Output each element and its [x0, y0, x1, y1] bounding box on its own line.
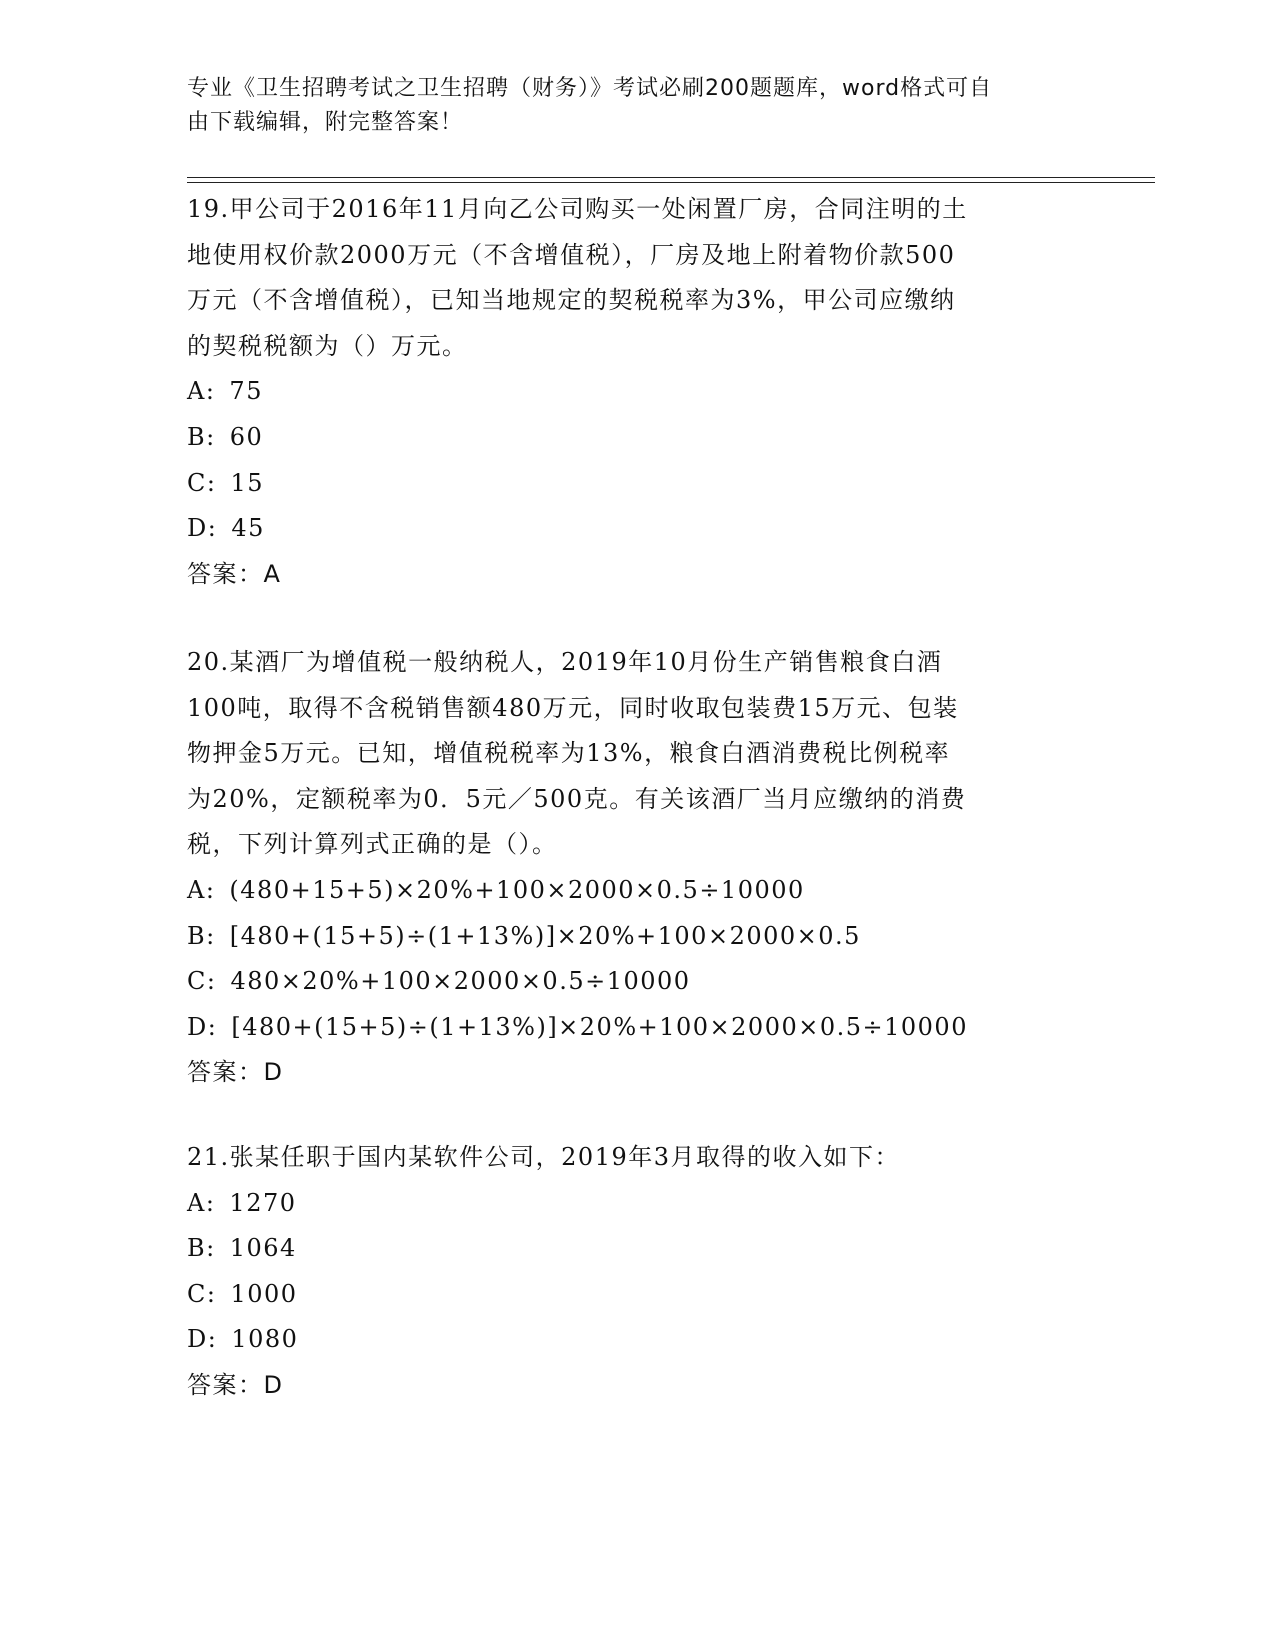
- option-b: [187, 914, 1087, 960]
- option-text: (480+15+5)×20%+100×2000×0.5÷10000: [229, 875, 805, 904]
- option-a: [187, 868, 1087, 914]
- option-label: A:: [187, 377, 216, 406]
- question-text-line: 物押金5万元。已知，增值税税率为13%，粮食白酒消费税比例税率: [187, 739, 951, 768]
- option-text: 60: [229, 422, 264, 451]
- question-21: [187, 1135, 1087, 1409]
- question-text-line: 地使用权价款2000万元（不含增值税），厂房及地上附着物价款500: [187, 240, 956, 269]
- option-d: [187, 1005, 1087, 1051]
- option-label: A:: [187, 1188, 216, 1217]
- question-text-line: 税，下列计算列式正确的是（）。: [187, 830, 558, 859]
- option-label: C:: [187, 468, 217, 497]
- question-text-line: 万元（不含增值税），已知当地规定的契税税率为3%，甲公司应缴纳: [187, 286, 956, 315]
- option-c: [187, 1272, 1087, 1318]
- question-text-line: 为20%，定额税率为0．5元／500克。有关该酒厂当月应缴纳的消费: [187, 784, 967, 813]
- option-text: 1080: [231, 1325, 299, 1354]
- question-text-line: 的契税税额为（）万元。: [187, 331, 468, 360]
- answer-line: 答案：D: [187, 1370, 284, 1399]
- option-d: [187, 506, 1087, 552]
- question-text-line: 20.某酒厂为增值税一般纳税人，2019年10月份生产销售粮食白酒: [187, 648, 943, 676]
- header-line-1: 专业《卫生招聘考试之卫生招聘（财务）》考试必刷200题题库，word格式可自: [187, 76, 993, 101]
- option-text: 45: [231, 514, 265, 543]
- option-text: 1000: [230, 1279, 298, 1308]
- option-a: [187, 1181, 1087, 1227]
- question-text-line: 19.甲公司于2016年11月向乙公司购买一处闲置厂房，合同注明的土: [187, 195, 968, 223]
- option-label: C:: [187, 967, 217, 996]
- option-text: [480+(15+5)÷(1+13%)]×20%+100×2000×0.5: [229, 921, 861, 950]
- option-label: C:: [187, 1279, 217, 1308]
- question-19: [187, 187, 1087, 597]
- option-text: 1270: [229, 1188, 297, 1217]
- option-text: 15: [230, 468, 264, 497]
- question-text-line: 100吨，取得不含税销售额480万元，同时收取包装费15万元、包装: [187, 693, 959, 722]
- header-divider-top: [187, 177, 1155, 178]
- option-text: 1064: [229, 1234, 297, 1263]
- question-text-line: 21.张某任职于国内某软件公司，2019年3月取得的收入如下：: [187, 1143, 901, 1171]
- header-divider-bottom: [187, 182, 1155, 183]
- option-label: D:: [187, 1012, 218, 1041]
- option-label: B:: [187, 422, 216, 451]
- answer-line: 答案：D: [187, 1058, 284, 1087]
- question-20: [187, 640, 1087, 1096]
- option-c: [187, 461, 1087, 507]
- option-label: A:: [187, 875, 216, 904]
- document-header: [187, 72, 1067, 140]
- option-text: 75: [229, 377, 263, 406]
- option-a: [187, 369, 1087, 415]
- option-label: D:: [187, 1325, 218, 1354]
- option-text: 480×20%+100×2000×0.5÷10000: [230, 967, 691, 996]
- answer-line: 答案：A: [187, 559, 282, 588]
- option-b: [187, 415, 1087, 461]
- option-label: D:: [187, 514, 218, 543]
- option-b: [187, 1226, 1087, 1272]
- header-line-2: 由下载编辑，附完整答案！: [187, 110, 464, 135]
- option-text: [480+(15+5)÷(1+13%)]×20%+100×2000×0.5÷10000: [231, 1012, 968, 1041]
- option-c: [187, 959, 1087, 1005]
- option-d: [187, 1317, 1087, 1363]
- option-label: B:: [187, 1234, 216, 1263]
- option-label: B:: [187, 921, 216, 950]
